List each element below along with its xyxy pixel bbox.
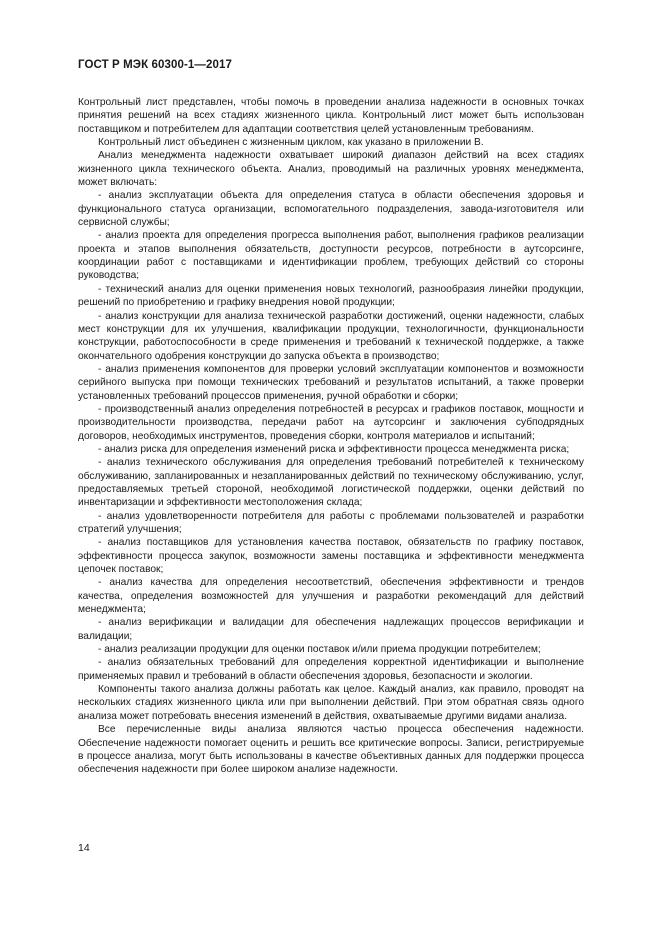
list-item: - анализ реализации продукции для оценки поставок и/или приема продукции потребителем; bbox=[98, 644, 541, 656]
paragraph: Контрольный лист представлен, чтобы помочь в проведении анализа надежности в основных точках принятия решений на всех стадиях жизненного цикла. Контрольный лист может быть использован поставщиком и потребителем для адаптации соответствия целей установленным требованиям. bbox=[78, 97, 584, 135]
list-item: - производственный анализ определения потребностей в ресурсах и графиков поставок, мощности и производительности производства, передачи работ на аутсорсинг и заключения субподрядных договоров, необходимых инструментов, проведения сборки, контроля материалов и испытаний; bbox=[78, 403, 584, 442]
document-body bbox=[78, 96, 584, 777]
page-number: 14 bbox=[78, 842, 90, 854]
list-item: - анализ конструкции для анализа технической разработки достижений, оценки надежности, слабых мест конструкции для их улучшения, квалификации продукции, технологичности, функциональности конструкции, работоспособности в среде применения и требований к технической поддержке, а также окончательного одобрения конструкции до запуска объекта в производство; bbox=[78, 310, 584, 362]
list-item: - анализ верификации и валидации для обеспечения надлежащих процессов верификации и валидации; bbox=[78, 617, 584, 642]
list-item: - анализ риска для определения изменений риска и эффективности процесса менеджмента риска; bbox=[98, 443, 570, 455]
list-item: - анализ применения компонентов для проверки условий эксплуатации компонентов и возможности серийного выпуска при помощи технических требований и результатов испытаний, а также проверки установленных требований процессов применения, ручной обработки и сборки; bbox=[78, 363, 584, 402]
document-header: ГОСТ Р МЭК 60300-1—2017 bbox=[78, 59, 232, 71]
paragraph: Компоненты такого анализа должны работать как целое. Каждый анализ, как правило, проводят на нескольких стадиях жизненного цикла или при выполнении действий. При этом обратная связь одного анализа может потребовать внесения изменений в действия, охватываемые другими видами анализа. bbox=[78, 684, 584, 722]
paragraph: Контрольный лист объединен с жизненным циклом, как указано в приложении В. bbox=[98, 137, 484, 149]
list-item: - анализ поставщиков для установления качества поставок, обязательств по графику поставок, эффективности процесса закупок, возможности замены поставщика и эффективности менеджмента цепочек поставок; bbox=[78, 537, 584, 576]
list-item: - анализ удовлетворенности потребителя для работы с проблемами пользователей и разработки стратегий улучшения; bbox=[78, 510, 584, 535]
paragraph: Анализ менеджмента надежности охватывает широкий диапазон действий на всех стадиях жизненного цикла технического объекта. Анализ, проводимый на различных уровнях менеджмента, может включать: bbox=[78, 150, 584, 189]
list-item: - технический анализ для оценки применения новых технологий, разнообразия линейки продукции, решений по приобретению и графику внедрения новой продукции; bbox=[78, 283, 584, 309]
list-item: - анализ технического обслуживания для определения требований потребителей к техническому обслуживанию, запланированных и незапланированных действий по техническому обслуживанию, услуг, предоставляемых третьей стороной, необходимой логистической поддержки, оценки действий по инвентаризации и эффективности местоположения склада; bbox=[78, 457, 584, 509]
list-item: - анализ качества для определения несоответствий, обеспечения эффективности и трендов качества, определения возможностей для улучшения и разработки рекомендаций для действий менеджмента; bbox=[78, 577, 584, 616]
list-item: - анализ эксплуатации объекта для определения статуса в области обеспечения здоровья и функционального статуса организации, вспомогательного подразделения, завода-изготовителя или сервисной службы; bbox=[78, 190, 584, 229]
list-item: - анализ обязательных требований для определения корректной идентификации и выполнение применяемых правил и требований в области обеспечения здоровья, безопасности и экологии. bbox=[78, 657, 584, 682]
paragraph: Все перечисленные виды анализа являются частью процесса обеспечения надежности. Обеспечение надежности помогает оценить и решить все критические вопросы. Записи, регистрируемые в процессе анализа, могут быть использованы в качестве объективных данных для поддержки процесса обеспечения надежности при более широком анализе надежности. bbox=[78, 724, 584, 776]
list-item: - анализ проекта для определения прогресса выполнения работ, выполнения графиков реализации проекта и этапов выполнения обязательств, доступности ресурсов, потребности в аутсорсинге, координации работ с поставщиками и идентификации проблем, требующих действий со стороны руководства; bbox=[78, 230, 584, 282]
